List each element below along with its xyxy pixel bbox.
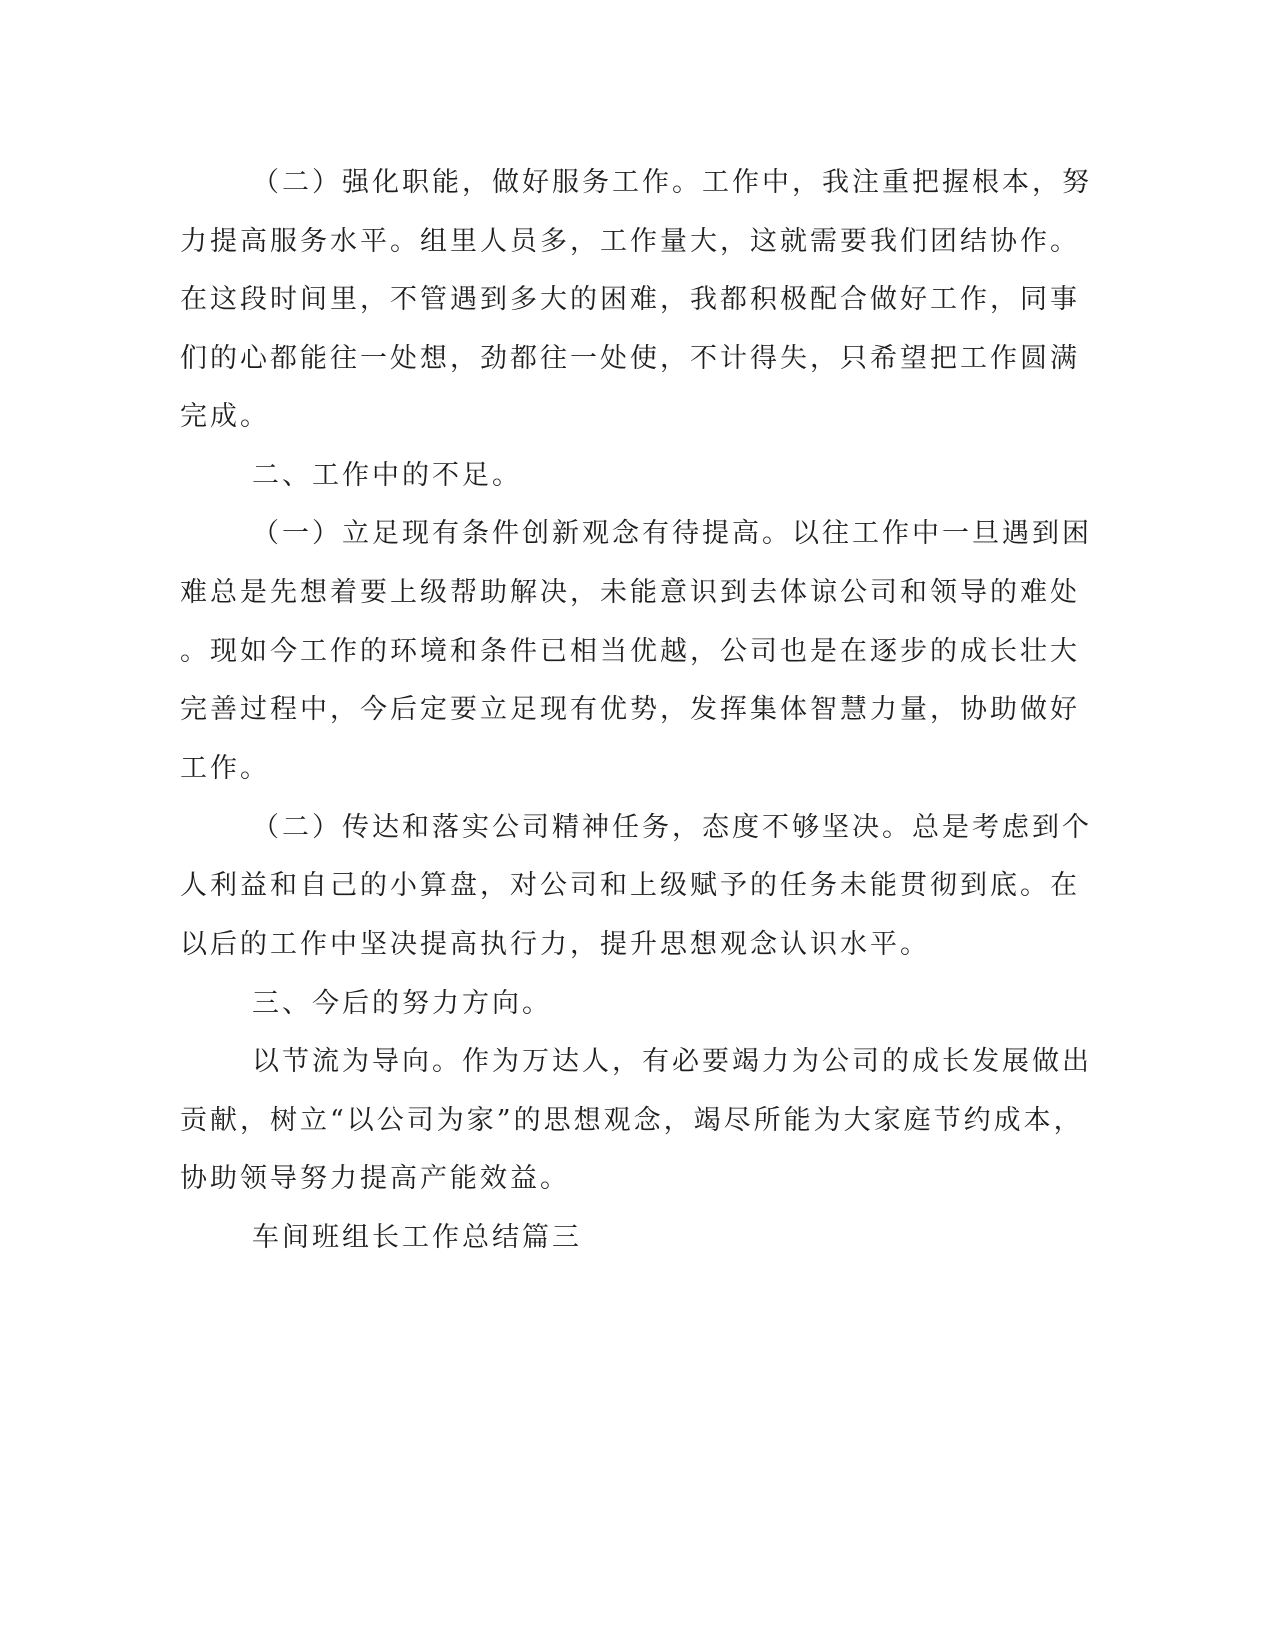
paragraph-line: 贡献，树立“以公司为家”的思想观念，竭尽所能为大家庭节约成本， xyxy=(180,1105,1084,1136)
paragraph-line: 在这段时间里，不管遇到多大的困难，我都积极配合做好工作，同事 xyxy=(180,284,1080,315)
paragraph-line: （二）传达和落实公司精神任务，态度不够坚决。总是考虑到个 xyxy=(252,812,1092,843)
paragraph-line: （二）强化职能，做好服务工作。工作中，我注重把握根本，努 xyxy=(252,167,1092,198)
paragraph-line: 工作。 xyxy=(180,753,270,784)
paragraph-line: 力提高服务水平。组里人员多，工作量大，这就需要我们团结协作。 xyxy=(180,226,1080,257)
paragraph-line: 完善过程中，今后定要立足现有优势，发挥集体智慧力量，协助做好 xyxy=(180,694,1080,725)
paragraph-line: 。现如今工作的环境和条件已相当优越，公司也是在逐步的成长壮大 xyxy=(180,636,1080,667)
section-title: 车间班组长工作总结篇三 xyxy=(252,1222,582,1253)
paragraph-line: 人利益和自己的小算盘，对公司和上级赋予的任务未能贯彻到底。在 xyxy=(180,870,1080,901)
paragraph-line: 们的心都能往一处想，劲都往一处使，不计得失，只希望把工作圆满 xyxy=(180,343,1080,374)
paragraph-line: 以后的工作中坚决提高执行力，提升思想观念认识水平。 xyxy=(180,929,930,960)
paragraph-line: （一）立足现有条件创新观念有待提高。以往工作中一旦遇到困 xyxy=(252,518,1092,549)
section-heading: 三、今后的努力方向。 xyxy=(252,988,552,1019)
paragraph-line: 协助领导努力提高产能效益。 xyxy=(180,1163,570,1194)
paragraph-line: 以节流为导向。作为万达人，有必要竭力为公司的成长发展做出 xyxy=(252,1046,1092,1077)
section-heading: 二、工作中的不足。 xyxy=(252,460,522,491)
paragraph-line: 难总是先想着要上级帮助解决，未能意识到去体谅公司和领导的难处 xyxy=(180,577,1080,608)
paragraph-line: 完成。 xyxy=(180,401,270,432)
